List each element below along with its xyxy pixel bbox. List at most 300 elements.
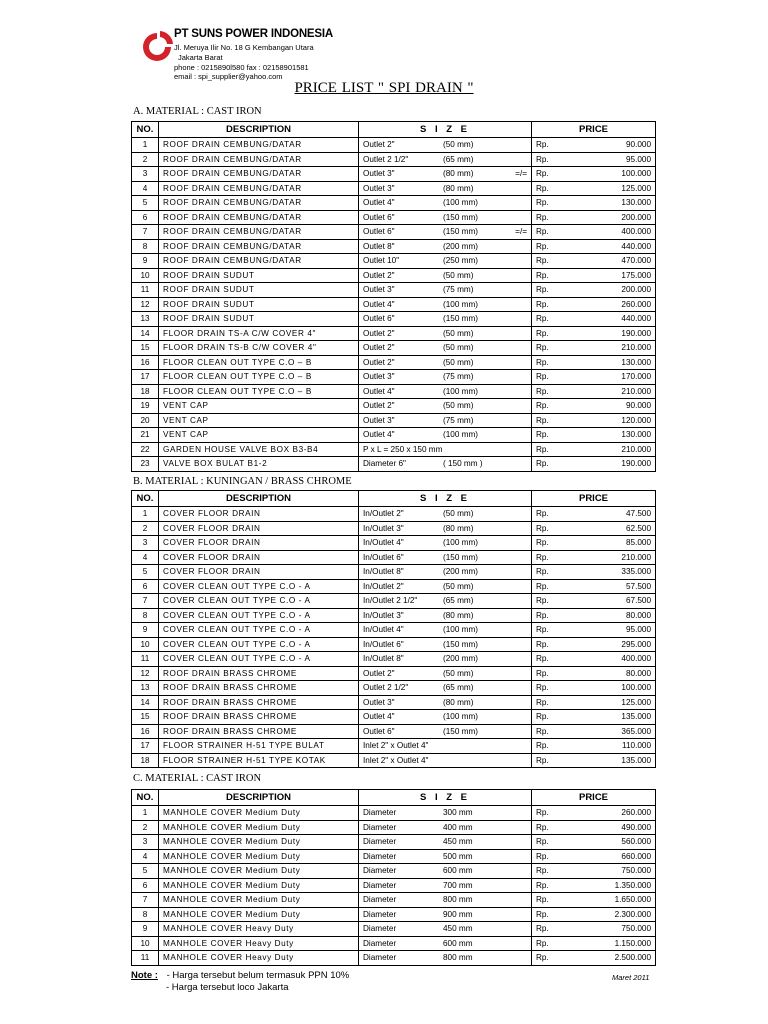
size-mm: (80 mm) [443,523,474,533]
cell-size [359,681,532,696]
cell-price: 125.000 [572,695,656,710]
cell-description: COVER FLOOR DRAIN [159,550,359,565]
cell-price: 135.000 [572,753,656,768]
cell-description: COVER CLEAN OUT TYPE C.O - A [159,579,359,594]
cell-size [359,666,532,681]
cell-price: 120.000 [572,413,656,428]
size-outlet: Outlet 8" [363,241,395,251]
size-mm: (50 mm) [443,581,474,591]
cell-no: 9 [132,922,159,937]
cell-price: 175.000 [572,268,656,283]
table-row [132,196,656,211]
size-mm: (100 mm) [443,538,479,547]
cell-no: 10 [132,637,159,652]
size-outlet: Inlet 2" x Outlet 4" [363,741,429,750]
cell-description: ROOF DRAIN CEMBUNG/DATAR [159,254,359,269]
cell-currency: Rp. [532,254,572,269]
size-mm: (50 mm) [443,357,474,367]
cell-no: 12 [132,666,159,681]
company-name: PT SUNS POWER INDONESIA [174,28,333,40]
table-row [132,724,656,739]
size-mm: (200 mm) [443,567,479,576]
size-outlet: Outlet 2" [363,328,395,338]
cell-no: 3 [132,167,159,182]
cell-price: 90.000 [572,399,656,414]
cell-no: 13 [132,312,159,327]
cell-price: 100.000 [572,167,656,182]
size-outlet: Diameter [363,837,397,846]
size-outlet: Outlet 2 1/2" [363,683,409,692]
cell-currency: Rp. [532,820,572,835]
cell-price: 750.000 [572,922,656,937]
table-row [132,907,656,922]
size-mm: (150 mm) [443,726,479,736]
cell-size [359,608,532,623]
size-outlet: In/Outlet 6" [363,552,404,562]
cell-price: 440.000 [572,312,656,327]
table-row [132,210,656,225]
cell-description: ROOF DRAIN SUDUT [159,283,359,298]
company-header [140,28,380,84]
cell-size [359,152,532,167]
cell-no: 2 [132,521,159,536]
size-mm: 450 mm [443,924,473,933]
size-outlet: Outlet 4" [363,299,395,309]
size-outlet: Outlet 2" [363,140,395,149]
size-mm: (100 mm) [443,430,479,439]
cell-size [359,254,532,269]
size-mm: (80 mm) [443,169,474,178]
size-mm: (80 mm) [443,183,474,193]
cell-size [359,399,532,414]
size-mm: (50 mm) [443,140,474,149]
cell-no: 11 [132,951,159,966]
table-row [132,710,656,725]
size-outlet: Outlet 3" [363,415,395,425]
cell-description: MANHOLE COVER Heavy Duty [159,922,359,937]
cell-description: MANHOLE COVER Heavy Duty [159,936,359,951]
size-outlet: In/Outlet 2" [363,509,404,518]
header-no: NO. [132,491,159,507]
table-row [132,864,656,879]
size-mm: (75 mm) [443,285,474,294]
cell-no: 23 [132,457,159,472]
cell-description: ROOF DRAIN BRASS CHROME [159,710,359,725]
cell-no: 12 [132,297,159,312]
cell-currency: Rp. [532,608,572,623]
size-outlet: Outlet 2" [363,357,395,367]
price-table-b [131,490,656,768]
cell-price: 190.000 [572,326,656,341]
size-mark: =/= [515,227,527,236]
cell-no: 8 [132,907,159,922]
cell-currency: Rp. [532,835,572,850]
cell-description: FLOOR STRAINER H-51 TYPE BULAT [159,739,359,754]
cell-size [359,355,532,370]
cell-price: 135.000 [572,710,656,725]
size-outlet: Diameter [363,953,397,962]
cell-description: COVER FLOOR DRAIN [159,565,359,580]
cell-description: MANHOLE COVER Medium Duty [159,820,359,835]
cell-size [359,835,532,850]
cell-size [359,893,532,908]
cell-no: 11 [132,283,159,298]
cell-description: ROOF DRAIN CEMBUNG/DATAR [159,239,359,254]
cell-currency: Rp. [532,753,572,768]
cell-currency: Rp. [532,283,572,298]
cell-description: ROOF DRAIN BRASS CHROME [159,666,359,681]
cell-size [359,428,532,443]
cell-size [359,210,532,225]
cell-no: 19 [132,399,159,414]
cell-currency: Rp. [532,666,572,681]
cell-price: 80.000 [572,666,656,681]
cell-currency: Rp. [532,384,572,399]
cell-price: 2.300.000 [572,907,656,922]
cell-price: 170.000 [572,370,656,385]
cell-currency: Rp. [532,936,572,951]
cell-currency: Rp. [532,922,572,937]
cell-description: ROOF DRAIN BRASS CHROME [159,695,359,710]
header-price: PRICE [532,790,656,806]
section-label-c: C. MATERIAL : CAST IRON [133,773,262,784]
table-row [132,370,656,385]
size-mm: 600 mm [443,938,473,948]
size-outlet: In/Outlet 8" [363,654,404,663]
size-mm: (50 mm) [443,343,474,352]
table-row [132,384,656,399]
cell-size [359,196,532,211]
table-row [132,820,656,835]
cell-price: 100.000 [572,681,656,696]
size-outlet: Outlet 3" [363,372,395,381]
size-mm: (100 mm) [443,712,479,721]
cell-currency: Rp. [532,739,572,754]
cell-description: FLOOR CLEAN OUT TYPE C.O – B [159,384,359,399]
cell-no: 7 [132,594,159,609]
table-row [132,536,656,551]
cell-description: COVER CLEAN OUT TYPE C.O - A [159,637,359,652]
table-row [132,681,656,696]
table-row [132,806,656,821]
size-outlet: Diameter [363,851,397,861]
document-date: Maret 2011 [612,973,650,982]
cell-price: 47.500 [572,507,656,522]
cell-no: 8 [132,608,159,623]
cell-size [359,739,532,754]
cell-price: 190.000 [572,457,656,472]
header-no: NO. [132,122,159,138]
table-row [132,922,656,937]
size-outlet: In/Outlet 3" [363,610,404,620]
cell-size [359,820,532,835]
size-mm: (150 mm) [443,314,479,323]
size-mm: ( 150 mm ) [443,459,483,468]
cell-description: VENT CAP [159,428,359,443]
cell-size [359,951,532,966]
cell-description: FLOOR DRAIN TS-A C/W COVER 4" [159,326,359,341]
table-row [132,326,656,341]
cell-price: 260.000 [572,806,656,821]
size-mm: (50 mm) [443,328,474,338]
cell-price: 95.000 [572,152,656,167]
cell-no: 4 [132,181,159,196]
cell-description: MANHOLE COVER Medium Duty [159,835,359,850]
cell-size [359,312,532,327]
cell-currency: Rp. [532,907,572,922]
cell-size [359,637,532,652]
cell-currency: Rp. [532,507,572,522]
cell-price: 210.000 [572,384,656,399]
cell-size [359,907,532,922]
size-outlet: In/Outlet 2" [363,581,404,591]
size-outlet: Outlet 3" [363,169,395,178]
table-row [132,521,656,536]
cell-no: 3 [132,536,159,551]
cell-description: MANHOLE COVER Medium Duty [159,907,359,922]
cell-currency: Rp. [532,849,572,864]
size-mm: 600 mm [443,866,473,875]
cell-price: 130.000 [572,355,656,370]
cell-description: VALVE BOX BULAT B1-2 [159,457,359,472]
cell-size [359,936,532,951]
cell-description: ROOF DRAIN CEMBUNG/DATAR [159,138,359,153]
cell-currency: Rp. [532,457,572,472]
cell-no: 6 [132,579,159,594]
cell-no: 4 [132,550,159,565]
cell-description: ROOF DRAIN SUDUT [159,268,359,283]
size-mm: (200 mm) [443,241,479,251]
size-mm: (100 mm) [443,625,479,634]
header-description: DESCRIPTION [159,790,359,806]
cell-price: 560.000 [572,835,656,850]
table-row [132,283,656,298]
price-table-c [131,789,656,966]
table-row [132,666,656,681]
size-mm: (75 mm) [443,372,474,381]
cell-size [359,297,532,312]
cell-no: 3 [132,835,159,850]
table-row [132,936,656,951]
table-row [132,442,656,457]
cell-size [359,565,532,580]
cell-no: 4 [132,849,159,864]
cell-currency: Rp. [532,268,572,283]
cell-description: MANHOLE COVER Medium Duty [159,849,359,864]
size-mm: 900 mm [443,909,473,919]
cell-size [359,864,532,879]
table-row [132,312,656,327]
cell-size [359,138,532,153]
cell-price: 200.000 [572,283,656,298]
size-mm: 500 mm [443,851,473,861]
cell-price: 400.000 [572,652,656,667]
size-outlet: Outlet 2" [363,401,395,410]
cell-no: 17 [132,739,159,754]
cell-description: FLOOR STRAINER H-51 TYPE KOTAK [159,753,359,768]
cell-currency: Rp. [532,413,572,428]
size-outlet: In/Outlet 2 1/2" [363,596,418,605]
cell-description: COVER FLOOR DRAIN [159,507,359,522]
table-row [132,428,656,443]
cell-currency: Rp. [532,326,572,341]
cell-no: 8 [132,239,159,254]
cell-description: ROOF DRAIN CEMBUNG/DATAR [159,181,359,196]
cell-no: 21 [132,428,159,443]
cell-no: 11 [132,652,159,667]
cell-size [359,710,532,725]
cell-size [359,594,532,609]
size-outlet: Diameter 6" [363,459,406,468]
note-label: Note : [131,970,158,981]
note-line: - Harga tersebut belum termasuk PPN 10% [166,970,350,981]
cell-currency: Rp. [532,695,572,710]
cell-description: VENT CAP [159,399,359,414]
size-mm: (80 mm) [443,610,474,620]
cell-price: 660.000 [572,849,656,864]
cell-description: ROOF DRAIN SUDUT [159,312,359,327]
size-outlet: Diameter [363,866,397,875]
cell-size [359,268,532,283]
cell-price: 200.000 [572,210,656,225]
size-mm: (100 mm) [443,386,479,396]
cell-size [359,384,532,399]
cell-size [359,724,532,739]
table-row [132,254,656,269]
cell-price: 85.000 [572,536,656,551]
size-mm: (75 mm) [443,415,474,425]
size-outlet: Diameter [363,895,397,904]
cell-no: 10 [132,268,159,283]
table-row [132,413,656,428]
cell-no: 18 [132,384,159,399]
cell-description: COVER CLEAN OUT TYPE C.O - A [159,608,359,623]
cell-size [359,695,532,710]
size-outlet: P x L = 250 x 150 mm [363,444,443,454]
cell-description: FLOOR CLEAN OUT TYPE C.O – B [159,370,359,385]
cell-currency: Rp. [532,521,572,536]
section-label-a: A. MATERIAL : CAST IRON [133,106,262,117]
cell-price: 295.000 [572,637,656,652]
cell-no: 20 [132,413,159,428]
cell-size [359,806,532,821]
cell-price: 110.000 [572,739,656,754]
table-row [132,239,656,254]
size-outlet: Outlet 4" [363,712,395,721]
header-size: S I Z E [359,491,532,507]
cell-size [359,507,532,522]
size-outlet: Outlet 4" [363,430,395,439]
cell-price: 365.000 [572,724,656,739]
cell-currency: Rp. [532,594,572,609]
size-outlet: Outlet 4" [363,386,395,396]
size-mm: (65 mm) [443,596,474,605]
table-row [132,507,656,522]
cell-price: 2.500.000 [572,951,656,966]
size-outlet: Outlet 6" [363,212,395,222]
cell-no: 1 [132,138,159,153]
cell-no: 2 [132,152,159,167]
cell-price: 90.000 [572,138,656,153]
size-mm: 300 mm [443,808,473,817]
cell-description: ROOF DRAIN CEMBUNG/DATAR [159,210,359,225]
cell-description: ROOF DRAIN CEMBUNG/DATAR [159,196,359,211]
header-size: S I Z E [359,122,532,138]
size-outlet: In/Outlet 3" [363,523,404,533]
size-outlet: Outlet 6" [363,314,395,323]
size-mm: (100 mm) [443,299,479,309]
footer-notes [131,970,349,993]
table-row [132,225,656,240]
company-address: Jl. Meruya Ilir No. 18 G Kembangan Utara [174,43,314,52]
table-row [132,695,656,710]
size-outlet: Diameter [363,822,397,832]
cell-currency: Rp. [532,428,572,443]
size-outlet: Outlet 6" [363,227,395,236]
size-outlet: Outlet 3" [363,285,395,294]
size-outlet: In/Outlet 6" [363,639,404,649]
table-row [132,399,656,414]
cell-no: 1 [132,507,159,522]
cell-price: 95.000 [572,623,656,638]
cell-size [359,753,532,768]
cell-currency: Rp. [532,370,572,385]
cell-currency: Rp. [532,138,572,153]
cell-price: 750.000 [572,864,656,879]
cell-currency: Rp. [532,710,572,725]
table-row [132,341,656,356]
company-city: Jakarta Barat [178,53,223,62]
cell-size [359,370,532,385]
header-description: DESCRIPTION [159,491,359,507]
cell-currency: Rp. [532,864,572,879]
cell-size [359,550,532,565]
size-outlet: Outlet 10" [363,256,400,265]
table-row [132,579,656,594]
cell-price: 400.000 [572,225,656,240]
table-row [132,181,656,196]
cell-currency: Rp. [532,225,572,240]
cell-price: 57.500 [572,579,656,594]
cell-no: 5 [132,565,159,580]
cell-size [359,521,532,536]
size-mm: 700 mm [443,880,473,890]
cell-size [359,181,532,196]
cell-currency: Rp. [532,637,572,652]
table-row [132,167,656,182]
cell-description: ROOF DRAIN CEMBUNG/DATAR [159,225,359,240]
cell-price: 440.000 [572,239,656,254]
size-mm: (150 mm) [443,227,479,236]
cell-size [359,413,532,428]
cell-price: 210.000 [572,341,656,356]
header-no: NO. [132,790,159,806]
table-header-row [132,790,656,806]
cell-no: 7 [132,893,159,908]
cell-size [359,878,532,893]
cell-description: GARDEN HOUSE VALVE BOX B3-B4 [159,442,359,457]
table-row [132,565,656,580]
cell-description: MANHOLE COVER Medium Duty [159,806,359,821]
size-outlet: In/Outlet 4" [363,625,404,634]
table-row [132,878,656,893]
cell-description: COVER CLEAN OUT TYPE C.O - A [159,594,359,609]
table-row [132,893,656,908]
cell-description: COVER FLOOR DRAIN [159,536,359,551]
cell-description: COVER CLEAN OUT TYPE C.O - A [159,652,359,667]
company-email: email : spi_supplier@yahoo.com [174,72,283,81]
cell-size [359,922,532,937]
